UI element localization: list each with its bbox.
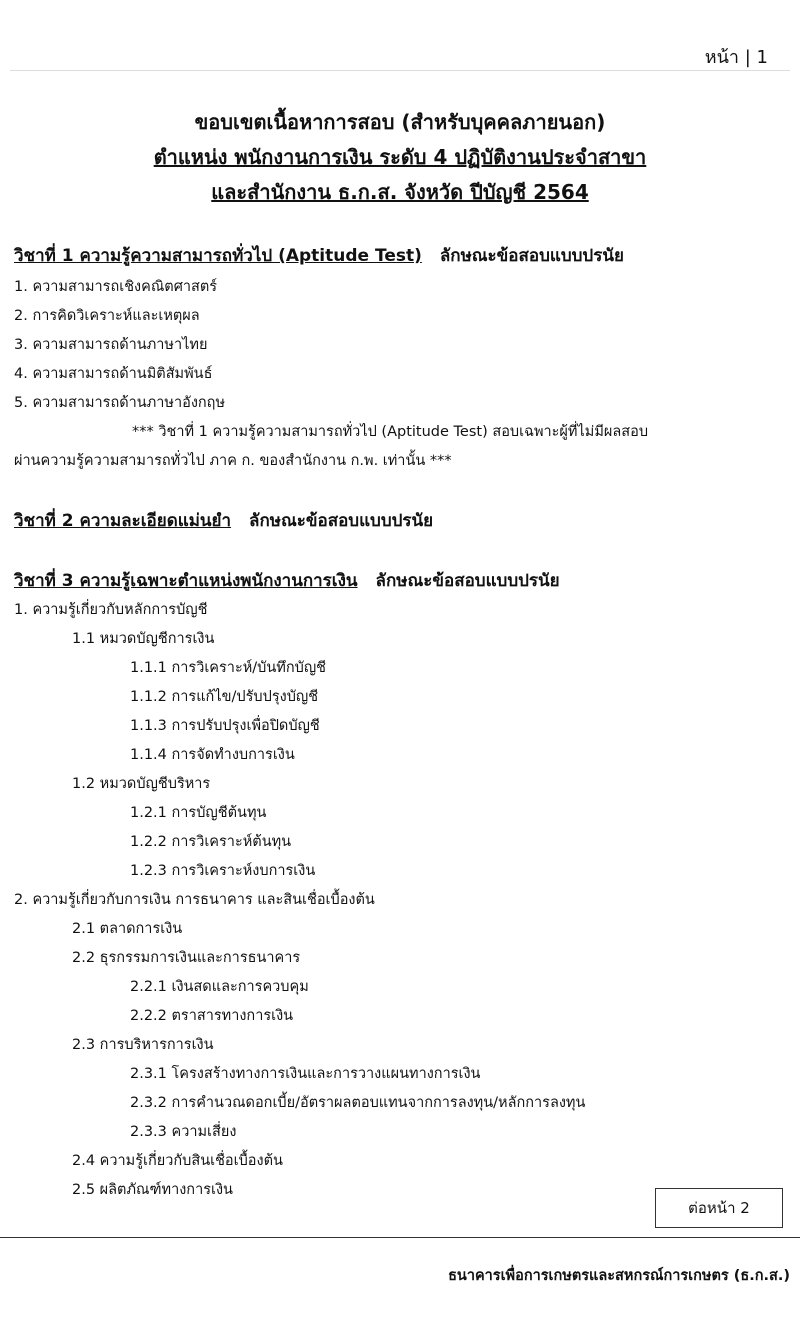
section1-item: 2. การคิดวิเคราะห์และเหตุผล — [14, 308, 200, 324]
section3-item: 1.2 หมวดบัญชีบริหาร — [72, 776, 211, 792]
section3-item: 2.3.1 โครงสร้างทางการเงินและการวางแผนทางการเงิน — [130, 1066, 481, 1082]
section3-item: 1.1 หมวดบัญชีการเงิน — [72, 631, 215, 647]
continue-box: ต่อหน้า 2 — [655, 1188, 783, 1228]
section3-type: ลักษณะข้อสอบแบบปรนัย — [375, 571, 560, 591]
section3-item: 1.1.2 การแก้ไข/ปรับปรุงบัญชี — [130, 689, 319, 705]
section1-note-2: ผ่านความรู้ความสามารถทั่วไป ภาค ก. ของสำนักงาน ก.พ. เท่านั้น *** — [14, 453, 452, 469]
doc-title: ขอบเขตเนื้อหาการสอบ (สำหรับบุคคลภายนอก) — [194, 110, 606, 134]
section3-item: 2.3.2 การคำนวณดอกเบี้ย/อัตราผลตอบแทนจากการลงทุน/หลักการลงทุน — [130, 1095, 586, 1111]
footer-divider — [0, 1237, 800, 1238]
section1-heading — [14, 242, 624, 269]
section2-title: วิชาที่ 2 ความละเอียดแม่นยำ — [14, 511, 232, 531]
section1-item: 1. ความสามารถเชิงคณิตศาสตร์ — [14, 279, 218, 295]
section1-item: 5. ความสามารถด้านภาษาอังกฤษ — [14, 395, 226, 411]
section3-item: 1.2.2 การวิเคราะห์ต้นทุน — [130, 834, 292, 850]
section3-item: 2.3.3 ความเสี่ยง — [130, 1124, 237, 1140]
section1-title: วิชาที่ 1 ความรู้ความสามารถทั่วไป (Aptitude Test) — [14, 246, 422, 266]
section3-item: 1.1.4 การจัดทำงบการเงิน — [130, 747, 295, 763]
doc-subtitle-position: ตำแหน่ง พนักงานการเงิน ระดับ 4 ปฏิบัติงานประจำสาขา — [153, 145, 647, 169]
section3-item: 1.2.3 การวิเคราะห์งบการเงิน — [130, 863, 316, 879]
header-divider — [10, 70, 790, 71]
section3-item: 2.4 ความรู้เกี่ยวกับสินเชื่อเบื้องต้น — [72, 1153, 283, 1169]
section3-item: 2.2.1 เงินสดและการควบคุม — [130, 979, 309, 995]
section3-item: 2. ความรู้เกี่ยวกับการเงิน การธนาคาร และสินเชื่อเบื้องต้น — [14, 892, 375, 908]
section3-item: 1.2.1 การบัญชีต้นทุน — [130, 805, 267, 821]
section3-item: 2.2 ธุรกรรมการเงินและการธนาคาร — [72, 950, 301, 966]
section3-item: 1.1.3 การปรับปรุงเพื่อปิดบัญชี — [130, 718, 320, 734]
page-number: หน้า | 1 — [704, 47, 768, 68]
section3-item: 2.1 ตลาดการเงิน — [72, 921, 183, 937]
footer-org: ธนาคารเพื่อการเกษตรและสหกรณ์การเกษตร (ธ.ก.ส.) — [448, 1268, 790, 1284]
section1-item: 3. ความสามารถด้านภาษาไทย — [14, 337, 208, 353]
section3-item: 2.5 ผลิตภัณฑ์ทางการเงิน — [72, 1182, 233, 1198]
section3-item: 2.2.2 ตราสารทางการเงิน — [130, 1008, 294, 1024]
section1-type: ลักษณะข้อสอบแบบปรนัย — [439, 246, 624, 266]
section3-item: 1. ความรู้เกี่ยวกับหลักการบัญชี — [14, 602, 208, 618]
section3-item: 1.1.1 การวิเคราะห์/บันทึกบัญชี — [130, 660, 327, 676]
section2-heading — [14, 507, 433, 534]
section2-type: ลักษณะข้อสอบแบบปรนัย — [249, 511, 434, 531]
doc-subtitle-year: และสำนักงาน ธ.ก.ส. จังหวัด ปีบัญชี 2564 — [211, 180, 589, 204]
section1-item: 4. ความสามารถด้านมิติสัมพันธ์ — [14, 366, 213, 382]
section3-heading — [14, 567, 560, 594]
section3-title: วิชาที่ 3 ความรู้เฉพาะตำแหน่งพนักงานการเงิน — [14, 571, 358, 591]
section1-note-1: *** วิชาที่ 1 ความรู้ความสามารถทั่วไป (Aptitude Test) สอบเฉพาะผู้ที่ไม่มีผลสอบ — [132, 424, 649, 440]
section3-item: 2.3 การบริหารการเงิน — [72, 1037, 214, 1053]
